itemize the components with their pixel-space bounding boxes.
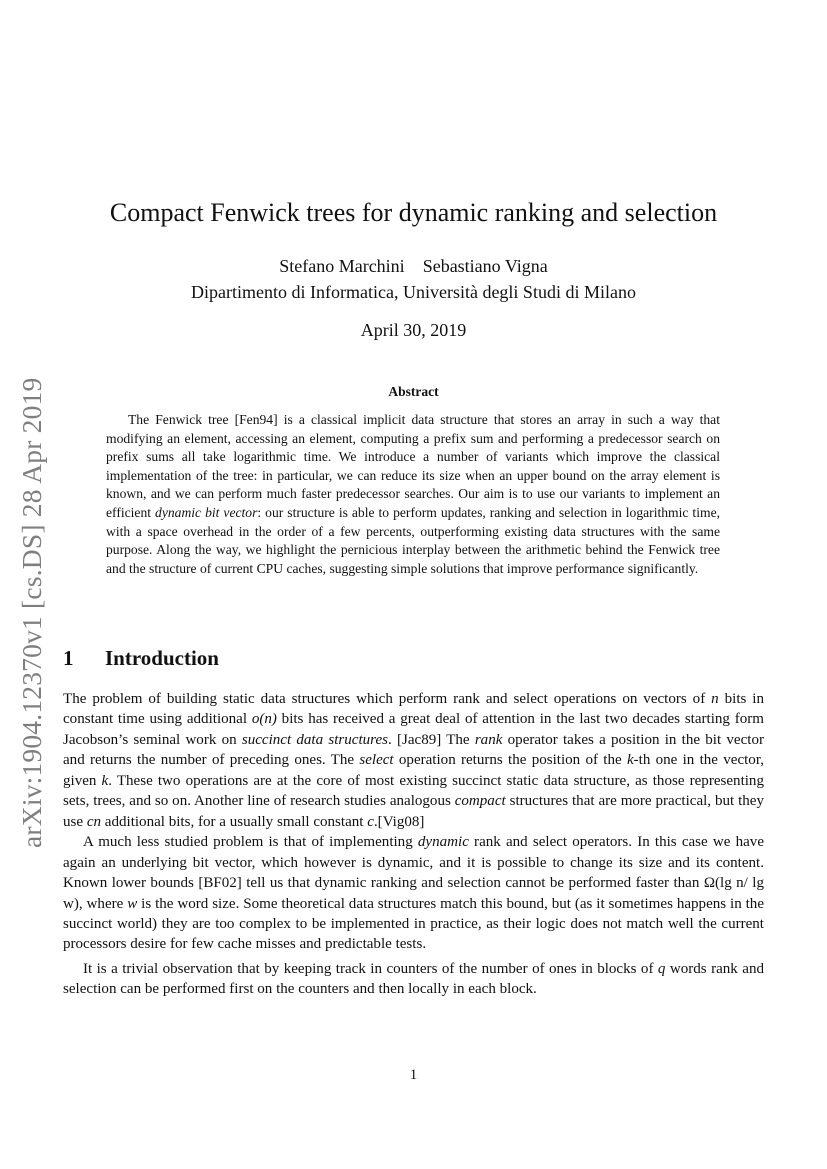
author-list [0, 256, 827, 277]
body-paragraph: The problem of building static data structures which perform rank and select operations on vectors of n bits in constant time using additional o(n) bits has received a great deal of attention in the last two decades starting form Jacobson’s seminal work on succinct data structures. [Jac89] The rank operator takes a position in the bit vector and returns the number of preceding ones. The select operation returns the position of the k-th one in the vector, given k. These two operations are at the core of most existing succinct static data structure, as those representing sets, trees, and so on. Another line of research studies analogous compact structures that are more practical, but they use cn additional bits, for a usually small constant c.[Vig08] [63, 691, 765, 830]
body-paragraph: A much less studied problem is that of implementing dynamic rank and select operators. In this case we have again an underlying bit vector, which however is dynamic, and it is possible to change its size and its content. Known lower bounds [BF02] tell us that dynamic ranking and selection cannot be performed faster than Ω(lg n/ lg w), where w is the word size. Some theoretical data structures match this bound, but (as it sometimes happens in the succinct world) they are too complex to be implemented in practice, as their logic does not match well the current processors desire for few cache misses and predictable tests. [63, 834, 765, 953]
author-name: Stefano Marchini [279, 256, 405, 276]
arxiv-identifier: arXiv:1904.12370v1 [cs.DS] 28 Apr 2019 [16, 377, 47, 848]
page-number: 1 [409, 1067, 418, 1083]
abstract-text: The Fenwick tree [Fen94] is a classical implicit data structure that stores an array in such a way that modifying an element, accessing an element, computing a prefix sum and performing a predecessor search on prefix sums all take logarithmic time. We introduce a number of variants which improve the classical implementation of the tree: in particular, we can reduce its size when an upper bound on the array element is known, and we can perform much faster predecessor searches. Our aim is to use our variants to implement an efficient dynamic bit vector: our structure is able to perform updates, ranking and selection in logarithmic time, with a space overhead in the order of a few percents, outperforming existing data structures with the same purpose. Along the way, we highlight the pernicious interplay between the arithmetic behind the Fenwick tree and the structure of current CPU caches, suggesting simple solutions that improve performance significantly. [106, 412, 720, 576]
author-name: Sebastiano Vigna [422, 256, 548, 276]
section-title: Introduction [105, 646, 219, 670]
section-body [63, 689, 764, 1000]
paper-title: Compact Fenwick trees for dynamic ranking and selection [109, 198, 718, 227]
section-number: 1 [63, 646, 74, 670]
paper-date: April 30, 2019 [360, 320, 467, 340]
abstract-heading: Abstract [388, 384, 439, 399]
section-heading [63, 646, 219, 671]
body-paragraph: It is a trivial observation that by keeping track in counters of the number of ones in blocks of q words rank and selection can be performed first on the counters and then locally in each block. [63, 960, 764, 998]
author-affiliation: Dipartimento di Informatica, Università degli Studi di Milano [191, 282, 636, 302]
